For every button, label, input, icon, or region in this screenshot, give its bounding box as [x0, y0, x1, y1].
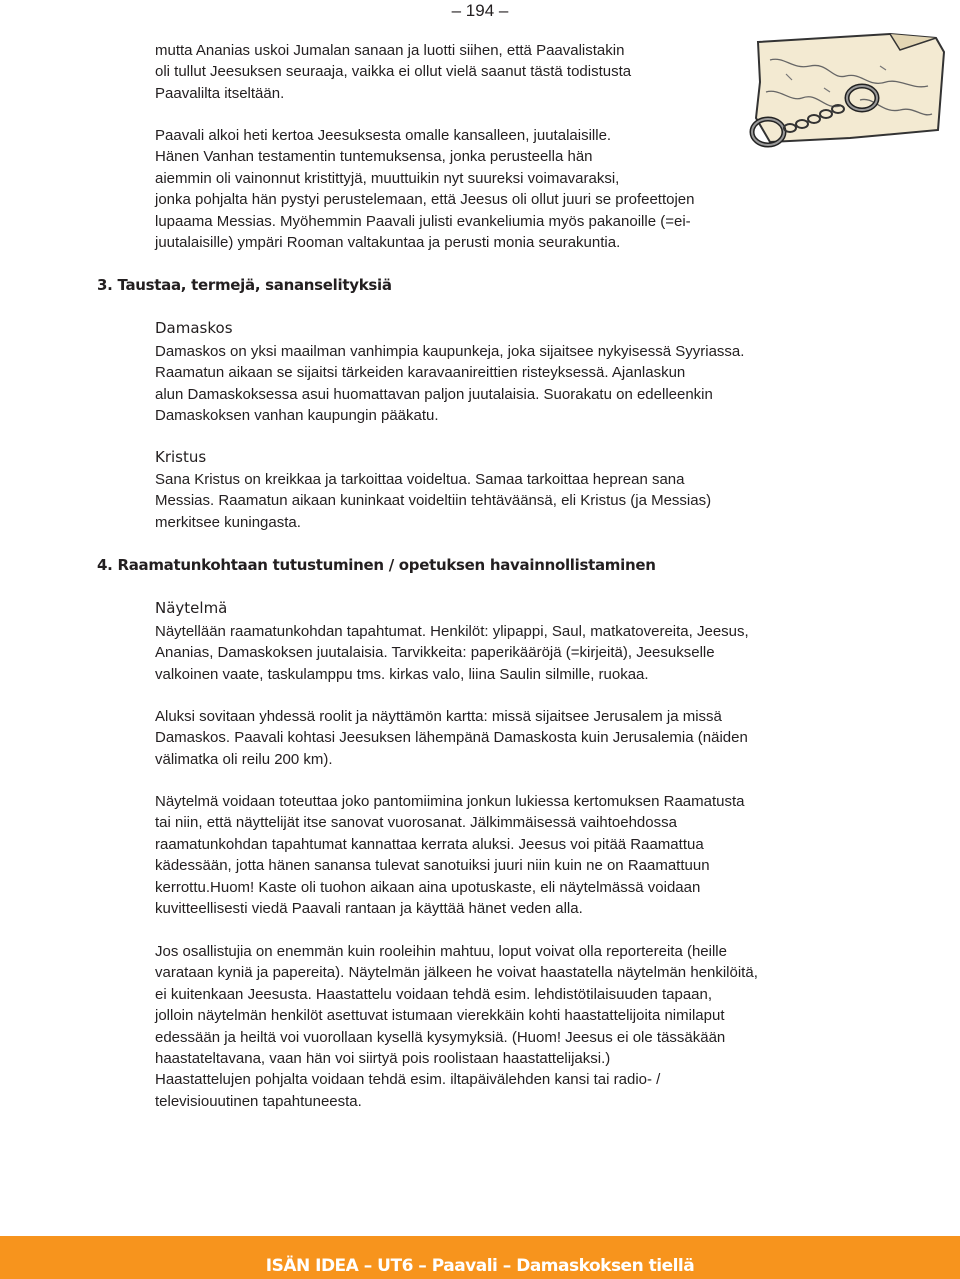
text-line: mutta Ananias uskoi Jumalan sanaan ja luotti siihen, että Paavalistakin [155, 42, 625, 59]
page-number: – 194 – [451, 1, 509, 20]
naytelma-paragraph-1 [155, 621, 749, 685]
text-line: Ananias, Damaskoksen juutalaisia. Tarvikkeita: paperikääröjä (=kirjeitä), Jeesukselle [155, 644, 715, 662]
text-line: Näytellään raamatunkohdan tapahtumat. Henkilöt: ylipappi, Saul, matkatovereita, Jeesus, [155, 623, 749, 640]
text-line: Jos osallistujia on enemmän kuin rooleihin mahtuu, loput voivat olla reportereita (heille [155, 943, 727, 960]
text-line: Hänen Vanhan testamentin tuntemuksensa, jonka perusteella hän [155, 148, 593, 166]
text-line: merkitsee kuningasta. [155, 513, 301, 531]
text-line: televisiouutinen tapahtuneesta. [155, 1092, 362, 1110]
scroll-map-and-shackles-icon [740, 30, 948, 160]
text-line: kerrottu.Huom! Kaste oli tuohon aikaan aina upotuskaste, eli näytelmässä voidaan [155, 878, 701, 896]
text-line: alun Damaskoksessa asui huomattavan paljon juutalaisia. Suorakatu on edelleenkin [155, 385, 713, 403]
text-line: Haastattelujen pohjalta voidaan tehdä esim. iltapäivälehden kansi tai radio- / [155, 1071, 661, 1089]
text-line: Paavali alkoi heti kertoa Jeesuksesta omalle kansalleen, juutalaisille. [155, 127, 612, 144]
text-line: aiemmin oli vainonnut kristittyjä, muuttuikin nyt suureksi voimavaraksi, [155, 169, 620, 187]
text-line: ei kuitenkaan Jeesusta. Haastattelu voidaan tehdä esim. lehdistötilaisuuden tapaan, [155, 985, 713, 1003]
text-line: Sana Kristus on kreikkaa ja tarkoittaa voideltua. Samaa tarkoittaa heprean sana [155, 471, 685, 488]
text-line: valkoinen vaate, taskulamppu tms. kirkas valo, liina Saulin silmille, ruokaa. [155, 665, 649, 683]
damaskos-paragraph [155, 341, 744, 427]
intro-paragraph [155, 40, 631, 104]
text-line: Paavalilta itseltään. [155, 84, 285, 102]
text-line: Damaskos on yksi maailman vanhimpia kaupunkeja, joka sijaitsee nykyisessä Syyriassa. [155, 343, 745, 360]
text-line: jonka pohjalta hän pystyi perustelemaan, että Jeesus oli ollut juuri se profeettojen [155, 191, 695, 209]
kristus-title: Kristus [155, 448, 207, 466]
naytelma-paragraph-4 [155, 941, 758, 1112]
text-line: haastateltavana, vaan hän voi siirtyä pois roolistaan haastattelijaksi.) [155, 1049, 611, 1067]
text-line: Damaskoksen vanhan kaupungin pääkatu. [155, 407, 439, 425]
text-line: tai niin, että näyttelijät itse sanovat vuorosanat. Jälkimmäisessä vaihtoehdossa [155, 814, 677, 832]
naytelma-paragraph-3 [155, 791, 744, 919]
text-line: Messias. Raamatun aikaan kuninkaat voideltiin tehtäväänsä, eli Kristus (ja Messias) [155, 492, 712, 510]
text-line: kuvitteellisesti viedä Paavali rantaan ja käyttää hänet veden alla. [155, 899, 583, 917]
footer-title: ISÄN IDEA – UT6 – Paavali – Damaskoksen tiellä [265, 1256, 695, 1276]
text-line: edessään ja heiltä voi vuorollaan kysellä kysymyksiä. (Huom! Jeesus ei ole tässäkään [155, 1028, 726, 1046]
kristus-paragraph [155, 469, 711, 533]
text-line: välimatka oli reilu 200 km). [155, 750, 333, 768]
text-line: lupaama Messias. Myöhemmin Paavali julisti evankeliumia myös pakanoille (=ei- [155, 212, 691, 230]
section-4-heading: 4. Raamatunkohtaan tutustuminen / opetuksen havainnollistaminen [97, 556, 656, 574]
naytelma-paragraph-2 [155, 706, 748, 770]
damaskos-title: Damaskos [155, 319, 233, 337]
footer-bar [0, 1236, 960, 1279]
text-line: Näytelmä voidaan toteuttaa joko pantomiimina jonkun lukiessa kertomuksen Raamatusta [155, 793, 745, 810]
text-line: Damaskos. Paavali kohtasi Jeesuksen lähempänä Damaskosta kuin Jerusalemia (näiden [155, 729, 748, 747]
text-line: raamatunkohdan tapahtumat kannattaa kerrata aluksi. Jeesus voi pitää Raamattua [155, 835, 704, 853]
intro-paragraph-2 [155, 125, 695, 253]
text-line: Aluksi sovitaan yhdessä roolit ja näyttämön kartta: missä sijaitsee Jerusalem ja missä [155, 708, 722, 725]
naytelma-title: Näytelmä [155, 599, 228, 617]
text-line: jolloin näytelmän henkilöt asettuvat istumaan vierekkäin kohti haastattelijoita nimilaput [155, 1007, 725, 1025]
text-line: varataan kyniä ja papereita). Näytelmän jälkeen he voivat haastatella näytelmän henkilöitä, [155, 964, 758, 982]
text-line: oli tullut Jeesuksen seuraaja, vaikka ei ollut vielä saanut tästä todistusta [155, 63, 632, 81]
section-3-heading: 3. Taustaa, termejä, sananselityksiä [97, 276, 392, 294]
text-line: Raamatun aikaan se sijaitsi tärkeiden karavaanireittien risteyksessä. Ajanlaskun [155, 364, 686, 382]
text-line: kädessään, jotta hänen sanansa tulevat sanotuiksi juuri niin kuin ne on Raamattuun [155, 857, 710, 875]
text-line: juutalaisille) ympäri Rooman valtakuntaa ja perusti monia seurakuntia. [155, 233, 621, 251]
